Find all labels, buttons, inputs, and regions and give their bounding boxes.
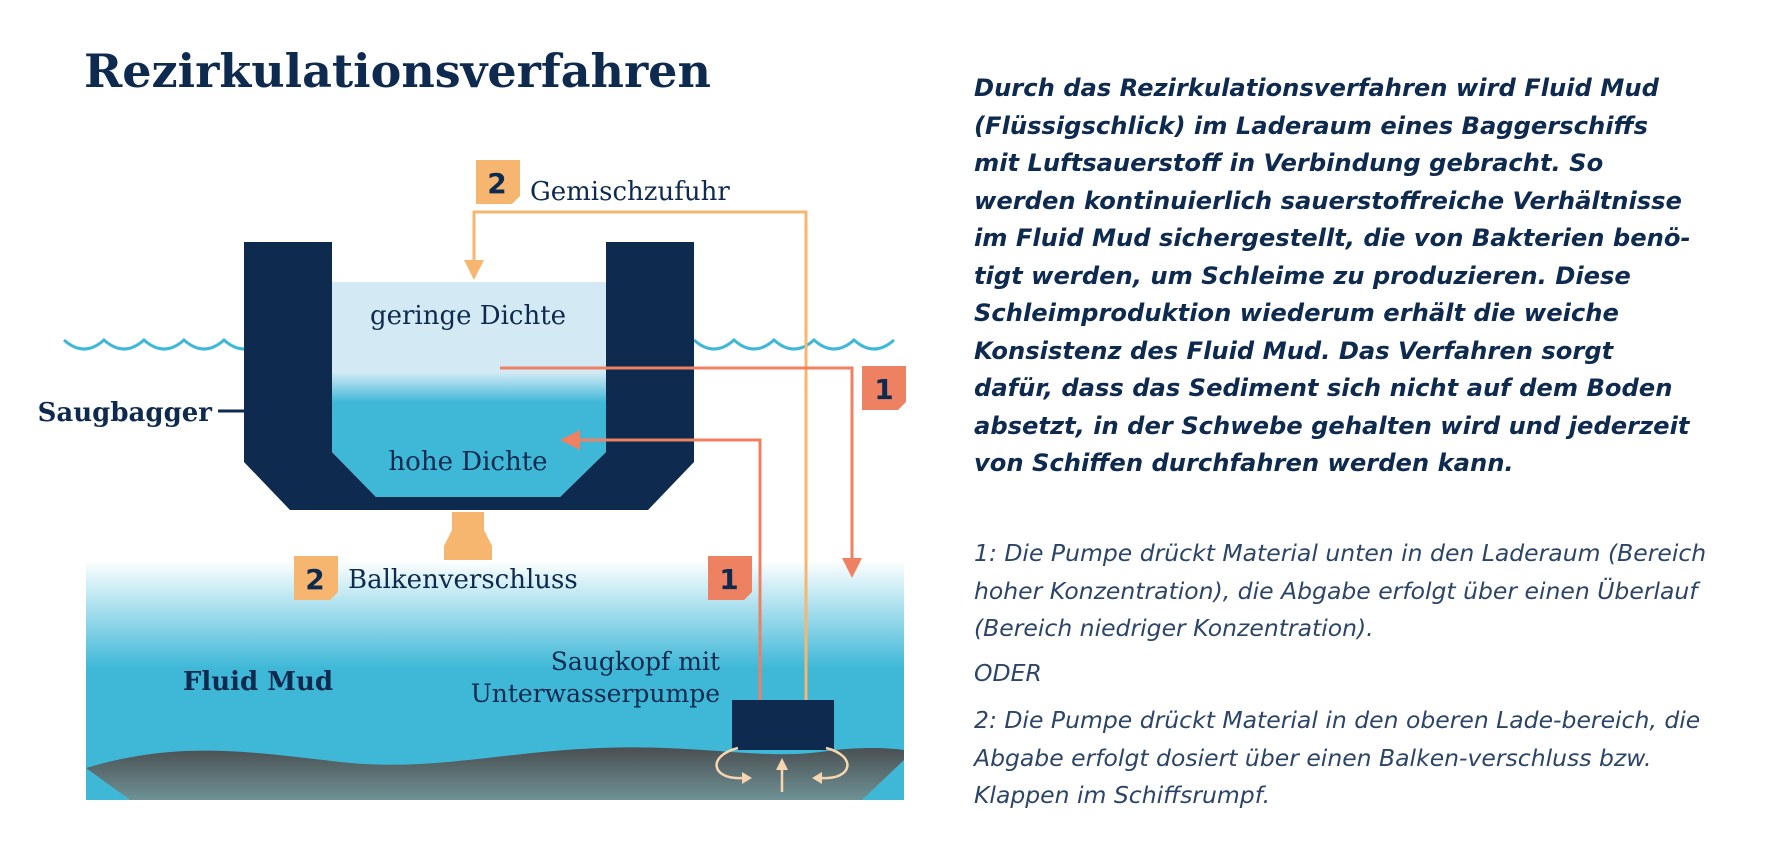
water-surface-left <box>64 340 264 349</box>
water-surface-right <box>694 340 894 349</box>
saugbagger-label: Saugbagger <box>37 398 212 428</box>
gemischzufuhr-label: Gemischzufuhr <box>530 177 730 207</box>
hohe-dichte-label: hohe Dichte <box>388 447 548 477</box>
beam-closure <box>444 512 492 560</box>
balkenverschluss-label: Balkenverschluss <box>348 565 578 595</box>
saugkopf-label-line2: Unterwasserpumpe <box>470 679 720 708</box>
badge-1-overflow-number: 1 <box>874 373 894 406</box>
badge-2-gemischzufuhr-number: 2 <box>487 167 507 200</box>
intro-paragraph: Durch das Rezirkulationsverfahren wird Fluid Mud (Flüssigschlick) im Laderaum eines Baggerschiffs mit Luftsauerstoff in Verbindung gebracht. So werden kontinuierlich sauerstoffreiche Verhältnisse im Fluid Mud sichergestellt, die von Bakterien benö-tigt werden, um Schleime zu produzieren. Diese Schleimproduktion wiederum erhält die weiche Konsistenz des Fluid Mud. Das Verfahren sorgt dafür, dass das Sediment sich nicht auf dem Boden absetzt, in der Schwebe gehalten wird und jederzeit von Schiffen durchfahren werden kann. <box>974 74 1691 477</box>
note-or: ODER <box>974 659 1042 687</box>
badge-1-pump-number: 1 <box>719 563 739 596</box>
mixture-feed-arrowhead <box>464 260 484 280</box>
saugkopf-label-line1: Saugkopf mit <box>550 647 720 676</box>
suction-head-pump <box>732 700 834 750</box>
geringe-dichte-label: geringe Dichte <box>369 301 567 331</box>
note-option-2: 2: Die Pumpe drückt Material in den oberen Lade-bereich, die Abgabe erfolgt dosiert über einen Balken-verschluss bzw. Klappen im Schiffsrumpf. <box>974 706 1701 809</box>
note-option-1: 1: Die Pumpe drückt Material unten in den Laderaum (Bereich hoher Konzentration), die Abgabe erfolgt über einen Überlauf (Bereich niedriger Konzentration). <box>974 539 1707 642</box>
fluid-mud-label: Fluid Mud <box>182 667 334 697</box>
page-title: Rezirkulationsverfahren <box>84 44 711 98</box>
badge-2-balkenverschluss-number: 2 <box>305 563 325 596</box>
